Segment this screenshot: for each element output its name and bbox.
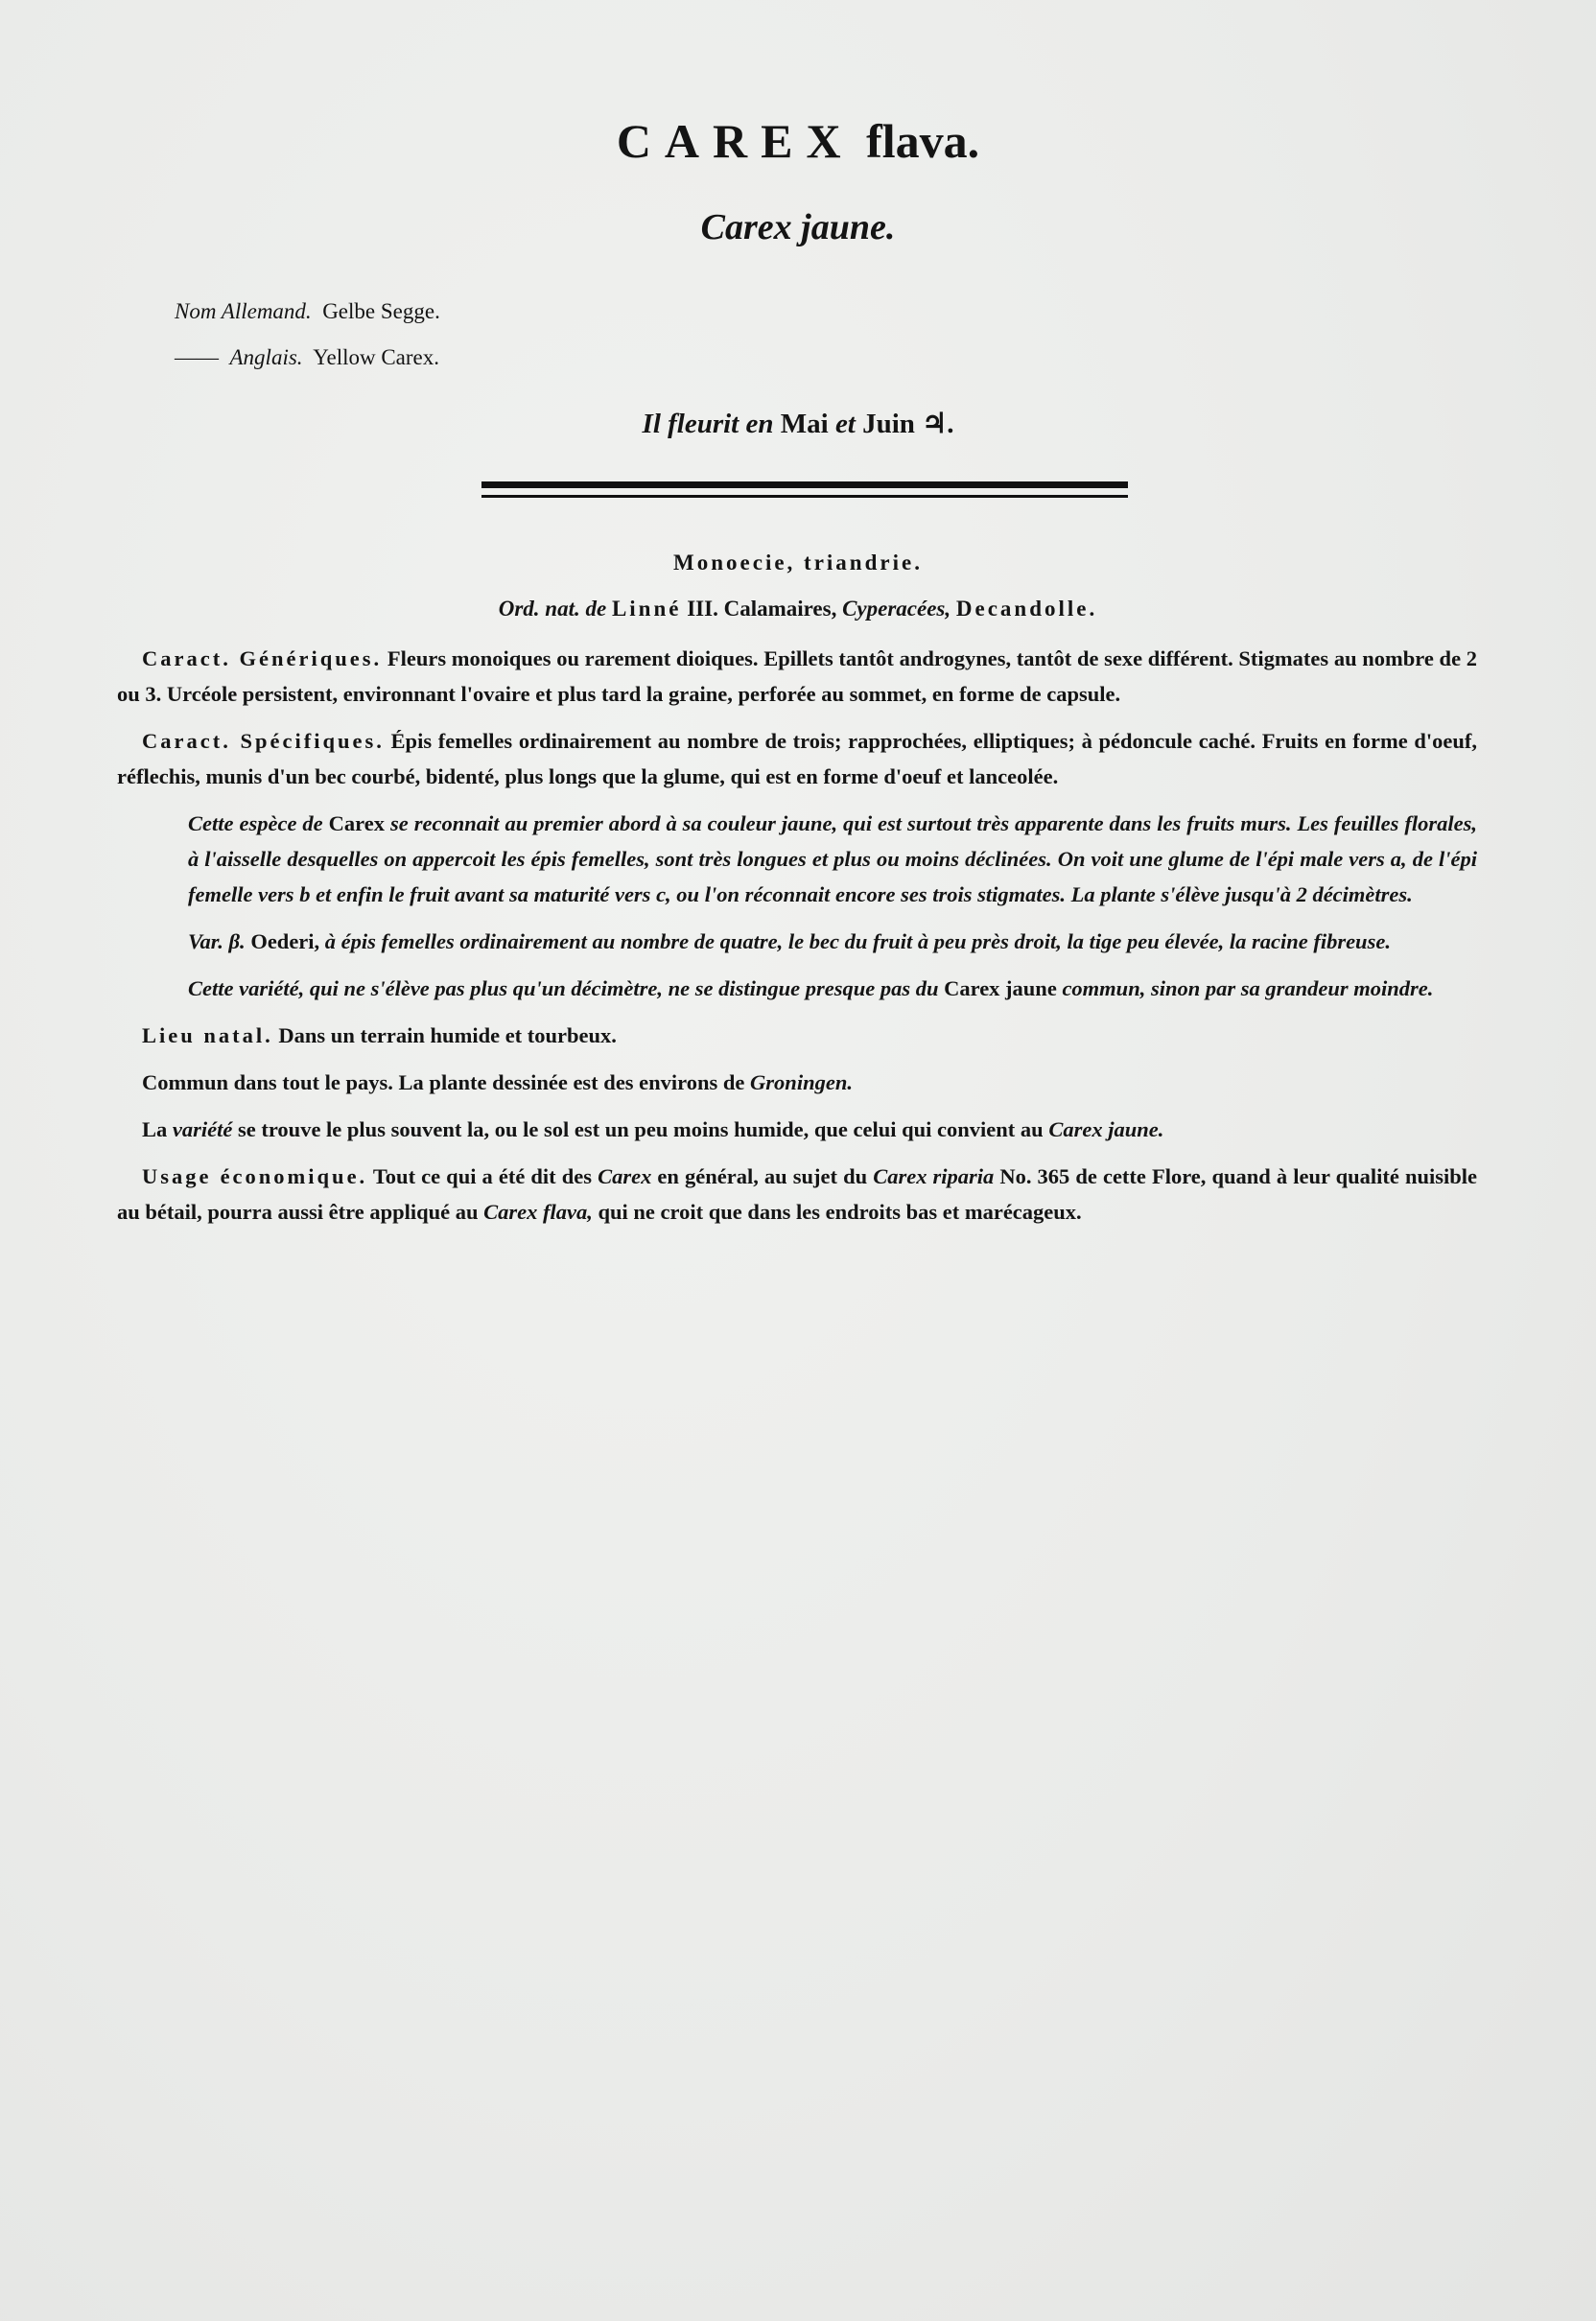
variety-location-ref: Carex jaune. [1048, 1117, 1164, 1141]
title-species: flava. [866, 114, 980, 168]
english-name-line [175, 345, 440, 391]
flowering-period [0, 407, 1596, 440]
habitat [117, 1018, 1477, 1053]
economic-c: No. 365 de cette Flore, quand à leur qualité nuisible au bétail, pourra aussi être appliqué au [117, 1164, 1477, 1224]
specific-label: Caract. Spécifiques. [142, 729, 385, 753]
variety-location-variete: variété [172, 1117, 233, 1141]
generic-text: Fleurs monoiques ou rarement dioiques. Epillets tantôt androgynes, tantôt de sexe différent. Stigmates au nombre de 2 ou 3. Urcéole persistent, environnant l'ovaire et plus tard la graine, perforée au sommet, en forme de capsule. [117, 646, 1477, 706]
page-subtitle: Carex jaune. [700, 207, 896, 247]
divider-thick [481, 481, 1128, 488]
ord-label: Ord. nat. de [498, 597, 607, 621]
perennial-symbol: ♃. [922, 409, 954, 439]
variety-text: à épis femelles ordinairement au nombre de quatre, le bec du fruit à peu près droit, la tige peu élevée, la racine fibreuse. [324, 929, 1391, 953]
linne-class: III. Calamaires, [687, 597, 837, 621]
economic-b: en général, au sujet du [657, 1164, 868, 1188]
economic-genus-3: Carex flava, [483, 1200, 593, 1224]
economic-label: Usage économique. [142, 1164, 368, 1188]
variety-name: Oederi, [250, 929, 320, 953]
economic-genus-1: Carex [598, 1164, 652, 1188]
english-prefix: —— [175, 345, 219, 369]
economic-genus-2: Carex riparia [873, 1164, 995, 1188]
variety-note-before: Cette variété, qui ne s'élève pas plus qu'un décimètre, ne se distingue presque pas du [188, 976, 939, 1000]
economic-use [117, 1159, 1477, 1230]
bloom-text: Il fleurit en [642, 409, 774, 439]
english-value: Yellow Carex. [313, 345, 440, 369]
generic-label: Caract. Génériques. [142, 646, 383, 670]
bloom-month-1: Mai [780, 409, 829, 439]
body-text [117, 641, 1477, 1241]
habitat-text: Dans un terrain humide et tourbeux. [278, 1023, 617, 1047]
german-name-line [175, 299, 440, 345]
location [117, 1065, 1477, 1100]
family: Cyperacées, [842, 597, 951, 621]
generic-characters [117, 641, 1477, 712]
linnaean-system: Monoecie, triandrie. [673, 551, 923, 574]
variety-label: Var. β. [188, 929, 246, 953]
decandolle: Decandolle. [955, 597, 1098, 621]
specific-characters [117, 723, 1477, 794]
linne: Linné [611, 597, 682, 621]
location-place: Groningen. [750, 1070, 853, 1094]
location-text: Commun dans tout le pays. La plante dessinée est des environs de [142, 1070, 745, 1094]
variety-location-b: se trouve le plus souvent la, ou le sol est un peu moins humide, que celui qui convient au [237, 1117, 1044, 1141]
page-title [0, 113, 1596, 169]
description-genus: Carex [328, 811, 385, 835]
title-genus: CAREX [616, 114, 855, 168]
bloom-month-2: Juin [862, 409, 915, 439]
common-names [175, 299, 440, 391]
description-before: Cette espèce de [188, 811, 323, 835]
german-label: Nom Allemand. [175, 299, 312, 323]
specific-text: Épis femelles ordinairement au nombre de trois; rapprochées, elliptiques; à pédoncule caché. Fruits en forme d'oeuf, réflechis, munis d'un bec courbé, bidenté, plus longs que la glume, qui est en forme d'oeuf et lanceolée. [117, 729, 1477, 788]
divider-thin [481, 495, 1128, 498]
variety-note-after: commun, sinon par sa grandeur moindre. [1062, 976, 1434, 1000]
variety-note [188, 971, 1477, 1006]
natural-order [0, 597, 1596, 621]
economic-d: qui ne croit que dans les endroits bas et marécageux. [598, 1200, 1082, 1224]
habitat-label: Lieu natal. [142, 1023, 273, 1047]
description-after: se reconnait au premier abord à sa couleur jaune, qui est surtout très apparente dans les fruits murs. Les feuilles florales, à l'aisselle desquelles on appercoit les épis femelles, sont très longues et plus ou moins déclinées. On voit une glume de l'épi male vers a, de l'épi femelle vers b et enfin le fruit avant sa maturité vers c, ou l'on réconnait encore ses trois stigmates. La plante s'élève jusqu'à 2 décimètres. [188, 811, 1478, 906]
variety-location-a: La [142, 1117, 168, 1141]
english-label: Anglais. [229, 345, 303, 369]
bloom-conj: et [834, 409, 856, 439]
variety [188, 924, 1477, 959]
variety-location [117, 1112, 1477, 1147]
german-value: Gelbe Segge. [322, 299, 440, 323]
variety-note-ref: Carex jaune [944, 976, 1057, 1000]
description [188, 806, 1477, 912]
economic-a: Tout ce qui a été dit des [372, 1164, 592, 1188]
